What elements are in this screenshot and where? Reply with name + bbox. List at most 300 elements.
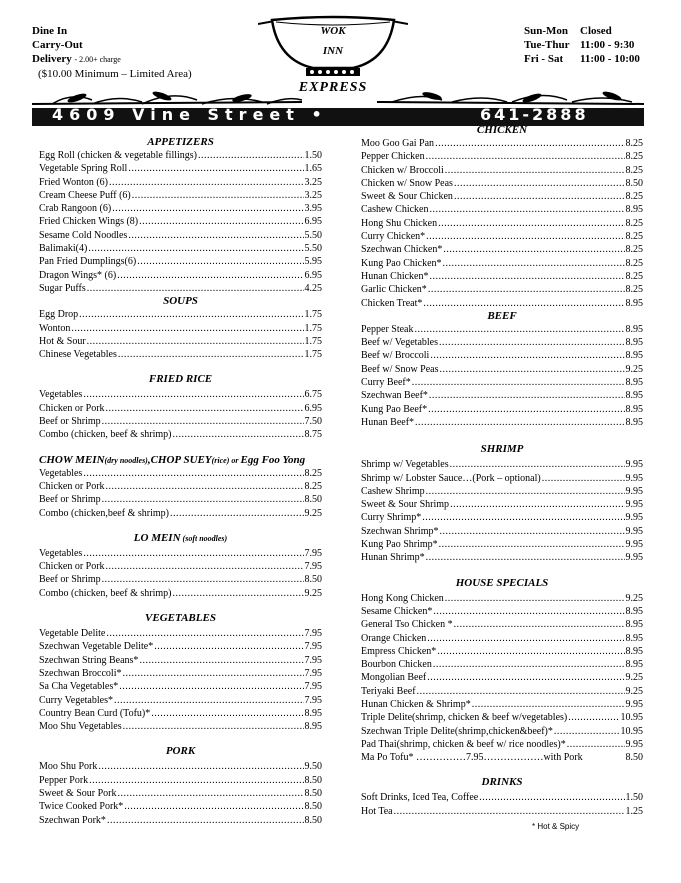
menu-item-price: 8.95	[625, 377, 643, 389]
menu-item-name: Beef or Shrimp	[39, 574, 101, 586]
menu-item-name: Egg Drop	[39, 309, 79, 321]
dot-leader	[394, 805, 625, 818]
menu-item-name: Chicken w/ Snow Peas	[361, 177, 453, 189]
menu-section	[361, 124, 643, 310]
dot-leader	[172, 587, 303, 600]
phone-number: 641-2888	[480, 105, 589, 124]
menu-item	[361, 698, 643, 711]
dot-leader	[109, 176, 303, 189]
menu-section	[39, 295, 322, 361]
menu-item-name: Sugar Puffs	[39, 282, 86, 294]
menu-column-right	[361, 124, 643, 818]
menu-item-price: 8.25	[625, 164, 643, 176]
menu-item-price: 8.25	[625, 231, 643, 243]
heading-part: LO MEIN	[133, 531, 181, 544]
menu-item-name: Curry Vegetables*	[39, 694, 113, 706]
menu-section	[361, 443, 643, 564]
menu-item-price: 3.25	[304, 176, 322, 188]
menu-item-price: 1.25	[625, 805, 643, 817]
delivery-line	[32, 52, 192, 67]
menu-column-left	[39, 136, 322, 827]
menu-item-price: 9.95	[625, 512, 643, 524]
menu-item-name: Chicken w/ Broccoli	[361, 164, 444, 176]
menu-item-price: 6.95	[304, 402, 322, 414]
menu-item-price: 9.25	[304, 507, 322, 519]
dot-leader	[433, 658, 625, 671]
menu-item-price: 8.95	[625, 403, 643, 415]
menu-item	[39, 800, 322, 813]
menu-item-name: Sweet & Sour Pork	[39, 787, 117, 799]
logo-text-bottom: INN	[322, 45, 344, 57]
logo-text-top: WOK	[320, 25, 346, 37]
menu-item	[39, 707, 322, 720]
menu-section	[361, 310, 643, 429]
menu-section	[39, 612, 322, 733]
menu-item-name: Pepper Chicken	[361, 151, 425, 163]
menu-item	[361, 498, 643, 511]
menu-item-price: 8.95	[625, 390, 643, 402]
menu-item	[39, 573, 322, 586]
menu-item-name: Sweet & Sour Chicken	[361, 191, 453, 203]
menu-item	[361, 525, 643, 538]
menu-item	[39, 507, 322, 520]
menu-item	[361, 605, 643, 618]
menu-section	[39, 454, 322, 520]
menu-item-name: Hot & Sour	[39, 335, 86, 347]
menu-item-name: Curry Chicken*	[361, 231, 426, 243]
dot-leader	[435, 137, 624, 150]
dot-leader	[114, 694, 304, 707]
menu-item-price: 6.75	[304, 389, 322, 401]
menu-item-price: 9.95	[625, 459, 643, 471]
menu-item-name: Szechwan Broccoli*	[39, 667, 122, 679]
dot-leader	[151, 707, 303, 720]
menu-item	[39, 787, 322, 800]
menu-item	[39, 560, 322, 573]
menu-item	[39, 654, 322, 667]
dot-leader	[417, 685, 625, 698]
hours-time: Closed	[580, 25, 612, 37]
dot-leader	[139, 654, 303, 667]
dot-leader	[83, 388, 303, 401]
dot-leader	[128, 162, 303, 175]
dot-leader	[443, 243, 624, 256]
heading-part: Egg Foo Yong	[240, 453, 306, 466]
item-list	[39, 627, 322, 733]
menu-item-price: 1.75	[304, 349, 322, 361]
hot-spicy-footnote: * Hot & Spicy	[532, 822, 580, 831]
dot-leader	[429, 389, 625, 402]
menu-item	[361, 230, 643, 243]
menu-item-price: 8.95	[625, 605, 643, 617]
menu-item-name: Hunan Beef*	[361, 416, 415, 428]
dot-leader	[170, 507, 304, 520]
service-dine-in: Dine In	[32, 25, 68, 37]
item-list	[361, 592, 643, 765]
menu-item-price: 6.95	[304, 269, 322, 281]
menu-item	[39, 415, 322, 428]
menu-item-name: Combo (chicken, beef & shrimp)	[39, 429, 172, 441]
menu-item-price: 8.95	[625, 204, 643, 216]
dot-leader	[443, 257, 625, 270]
menu-item	[361, 738, 643, 751]
menu-item-name: Chicken or Pork	[39, 480, 105, 492]
menu-item	[361, 711, 643, 724]
menu-item-name: Szechwan Shrimp*	[361, 525, 439, 537]
service-carry-out: Carry-Out	[32, 39, 83, 51]
menu-item	[361, 618, 643, 631]
dot-leader	[445, 592, 625, 605]
dot-leader	[472, 698, 625, 711]
menu-item-price: 9.95	[625, 539, 643, 551]
menu-item-name: Chicken or Pork	[39, 402, 105, 414]
menu-item-price: 7.95	[304, 694, 322, 706]
menu-item-name: Curry Shrimp*	[361, 512, 422, 524]
menu-item-name: Shrimp w/ Lobster Sauce…(Pork – optional)	[361, 472, 541, 484]
dot-leader	[119, 680, 303, 693]
menu-item	[39, 467, 322, 480]
menu-item-price: 8.50	[304, 801, 322, 813]
dot-leader	[437, 645, 624, 658]
menu-item-price: 4.25	[304, 282, 322, 294]
item-list	[39, 467, 322, 520]
menu-item-name: Wonton	[39, 322, 71, 334]
heading-sub: or	[229, 455, 241, 465]
dot-leader	[445, 164, 625, 177]
menu-item-name: Pepper Pork	[39, 774, 89, 786]
hours	[524, 24, 640, 66]
dot-leader	[172, 428, 303, 441]
heading-part: CHOW MEIN	[39, 453, 105, 466]
section-heading: APPETIZERS	[147, 136, 214, 148]
menu-item-price: 8.25	[625, 284, 643, 296]
delivery-charge: - 2.00+ charge	[74, 55, 121, 64]
menu-item-name: Cashew Chicken	[361, 204, 429, 216]
delivery-note: ($10.00 Minimum – Limited Area)	[38, 68, 192, 80]
menu-item-price: 7.95	[304, 681, 322, 693]
menu-item-name: Bourbon Chicken	[361, 659, 432, 671]
menu-item-price: 8.95	[625, 297, 643, 309]
menu-item-price: 5.50	[304, 243, 322, 255]
menu-item	[39, 229, 322, 242]
menu-item-price: 9.25	[625, 592, 643, 604]
menu-item-price: 8.25	[625, 217, 643, 229]
dot-leader	[426, 485, 625, 498]
hours-row	[524, 52, 640, 66]
menu-item	[361, 592, 643, 605]
dot-leader	[83, 467, 303, 480]
dot-leader	[118, 787, 304, 800]
menu-item-name: Kung Pao Beef*	[361, 403, 428, 415]
dot-leader	[102, 493, 304, 506]
menu-item-name: Szechwan Beef*	[361, 390, 428, 402]
menu-item-price: 3.95	[304, 203, 322, 215]
menu-item	[361, 177, 643, 190]
dot-leader	[132, 189, 304, 202]
dot-leader	[124, 800, 303, 813]
menu-item-price: 8.50	[304, 787, 322, 799]
menu-item-name: Combo (chicken,beef & shrimp)	[39, 507, 169, 519]
menu-item-price: 9.95	[625, 738, 643, 750]
dot-leader	[439, 336, 624, 349]
section-heading: VEGETABLES	[145, 612, 216, 625]
section-heading: CHICKEN	[476, 124, 528, 136]
dot-leader	[412, 376, 625, 389]
dot-leader	[415, 323, 625, 336]
menu-item-name: Hunan Chicken*	[361, 270, 429, 282]
hours-days: Tue-Thur	[524, 39, 570, 51]
heading-sub: (rice)	[211, 455, 230, 465]
dot-leader	[117, 269, 303, 282]
item-list	[39, 149, 322, 295]
menu-item-price: 8.95	[625, 619, 643, 631]
menu-item-name: Beef or Shrimp	[39, 494, 101, 506]
menu-item-name: Fried Chicken Wings (8)	[39, 216, 139, 228]
menu-item-price: 1.75	[304, 322, 322, 334]
menu-item-name: Beef w/ Broccoli	[361, 350, 430, 362]
menu-item-name: Hong Kong Chicken	[361, 592, 444, 604]
menu-item	[361, 685, 643, 698]
dot-leader	[198, 149, 303, 162]
menu-item	[39, 308, 322, 321]
menu-item-price: 1.65	[304, 163, 322, 175]
dot-leader	[112, 202, 303, 215]
dot-leader	[106, 627, 303, 640]
menu-item-price: 9.50	[304, 761, 322, 773]
menu-item-name: Empress Chicken*	[361, 645, 437, 657]
heading-sub: (dry noodles)	[104, 455, 148, 465]
dot-leader	[454, 177, 625, 190]
menu-item-price: 8.95	[625, 337, 643, 349]
menu-item-name: Kung Pao Chicken*	[361, 257, 442, 269]
menu-item	[361, 217, 643, 230]
menu-item-price: 5.50	[304, 229, 322, 241]
menu-item-name: Dragon Wings* (6)	[39, 269, 117, 281]
hours-days: Fri - Sat	[524, 53, 564, 65]
menu-item	[39, 348, 322, 361]
menu-item-name: Vegetables	[39, 547, 83, 559]
menu-item-name: Szechwan Vegetable Delite*	[39, 641, 154, 653]
dot-leader	[88, 242, 303, 255]
dot-leader	[98, 760, 303, 773]
menu-item	[361, 203, 643, 216]
section-heading: SOUPS	[163, 295, 198, 308]
menu-item-price: 8.50	[625, 752, 643, 764]
dot-leader	[139, 215, 303, 228]
menu-item	[39, 322, 322, 335]
dot-leader	[426, 150, 625, 163]
menu-item	[361, 243, 643, 256]
dot-leader	[106, 402, 304, 415]
dot-leader	[118, 348, 304, 361]
menu-item-price: 8.95	[304, 721, 322, 733]
menu-item-name: Chicken or Pork	[39, 561, 105, 573]
menu-item-name: Balimaki(4)	[39, 243, 88, 255]
dot-leader	[454, 190, 625, 203]
menu-item	[361, 472, 643, 485]
menu-item	[361, 658, 643, 671]
menu-item	[361, 671, 643, 684]
menu-item	[39, 149, 322, 162]
dot-leader	[440, 363, 625, 376]
menu-item	[39, 547, 322, 560]
menu-item	[361, 805, 643, 818]
menu-item-price: 8.95	[625, 416, 643, 428]
item-list	[361, 791, 643, 818]
menu-item-price: 8.25	[625, 244, 643, 256]
menu-item-name: Vegetable Delite	[39, 628, 106, 640]
menu-item	[361, 349, 643, 362]
menu-item	[39, 774, 322, 787]
menu-item	[39, 176, 322, 189]
menu-item	[361, 164, 643, 177]
menu-section	[39, 745, 322, 826]
dot-leader	[567, 738, 625, 751]
menu-item-price: 8.25	[625, 270, 643, 282]
section-heading: SHRIMP	[480, 443, 524, 456]
item-list	[39, 760, 322, 826]
menu-item-name: Soft Drinks, Iced Tea, Coffee	[361, 792, 479, 804]
menu-item	[361, 458, 643, 471]
menu-section	[361, 577, 643, 765]
menu-item-name: Ma Po Tofu* ……………7.95………………with Pork	[361, 752, 583, 764]
dot-leader	[123, 720, 304, 733]
menu-item-price: 7.95	[304, 654, 322, 666]
menu-item	[361, 485, 643, 498]
menu-item	[39, 587, 322, 600]
dot-leader	[106, 560, 304, 573]
delivery-label: Delivery	[32, 53, 72, 65]
menu-item-price: 7.95	[304, 628, 322, 640]
menu-item-name: Chinese Vegetables	[39, 349, 117, 361]
menu-item-name: Garlic Chicken*	[361, 284, 427, 296]
menu-item-price: 9.25	[625, 363, 643, 375]
menu-item-name: Beef or Shrimp	[39, 416, 101, 428]
hours-time: 11:00 - 9:30	[580, 39, 635, 51]
menu-item-name: Curry Beef*	[361, 377, 411, 389]
menu-item-price: 9.25	[625, 672, 643, 684]
dot-leader	[122, 667, 303, 680]
dot-leader	[430, 349, 624, 362]
menu-item-price: 8.50	[304, 814, 322, 826]
menu-item-price: 1.50	[304, 150, 322, 161]
menu-item-name: Hot Tea	[361, 805, 393, 817]
dot-leader	[83, 547, 303, 560]
menu-item-price: 9.25	[304, 587, 322, 599]
menu-item-price: 9.25	[625, 685, 643, 697]
dot-leader	[427, 632, 624, 645]
section-heading: DRINKS	[481, 776, 523, 789]
section-heading: BEEF	[487, 309, 517, 322]
menu-item-price: 8.50	[304, 574, 322, 586]
menu-item	[39, 627, 322, 640]
dot-leader	[430, 203, 625, 216]
menu-item-price: 5.95	[304, 256, 322, 268]
dot-leader	[102, 415, 304, 428]
menu-item	[39, 640, 322, 653]
menu-item	[39, 814, 322, 827]
address-text: 4609 Vine Street •	[52, 105, 328, 124]
menu-item-price: 8.95	[625, 350, 643, 362]
menu-item-price: 8.25	[625, 138, 643, 149]
menu-section	[39, 373, 322, 441]
menu-item-price: 9.95	[625, 472, 643, 484]
dot-leader	[454, 618, 625, 631]
dot-leader	[479, 791, 624, 804]
menu-item-name: Fried Wonton (6)	[39, 176, 109, 188]
menu-item	[361, 137, 643, 150]
menu-item-price: 9.95	[625, 525, 643, 537]
dot-leader	[433, 605, 624, 618]
menu-item-price: 7.95	[304, 667, 322, 679]
menu-item-name: Sesame Chicken*	[361, 605, 433, 617]
menu-item-name: Szechwan Triple Delite(shrimp,chicken&beef)*	[361, 725, 553, 737]
menu-item-name: Vegetable Spring Roll	[39, 163, 128, 175]
menu-item	[361, 791, 643, 804]
hours-days: Sun-Mon	[524, 25, 569, 37]
menu-item-name: Cream Cheese Puff (6)	[39, 189, 131, 201]
menu-item-name: Country Bean Curd (Tofu)*	[39, 707, 151, 719]
menu-item-price: 8.95	[625, 659, 643, 671]
dot-leader	[450, 498, 624, 511]
menu-item-price: 9.95	[625, 552, 643, 564]
dot-leader	[430, 270, 625, 283]
dot-leader	[427, 671, 624, 684]
item-list	[39, 308, 322, 361]
dot-leader	[422, 511, 624, 524]
hours-time: 11:00 - 10:00	[580, 53, 640, 65]
menu-item	[361, 632, 643, 645]
dot-leader	[438, 217, 624, 230]
dot-leader	[106, 480, 304, 493]
menu-item-name: Szechwan Chicken*	[361, 244, 443, 256]
menu-item-name: Chicken Treat*	[361, 297, 423, 309]
menu-item-price: 9.95	[625, 499, 643, 511]
menu-item-name: Moo Shu Vegetables	[39, 721, 122, 733]
menu-item-price: 8.50	[304, 494, 322, 506]
dot-leader	[154, 640, 303, 653]
menu-item-name: General Tso Chicken *	[361, 619, 453, 631]
menu-item-name: Sa Cha Vegetables*	[39, 681, 119, 693]
menu-item-price: 8.95	[304, 707, 322, 719]
section-heading: HOUSE SPECIALS	[455, 576, 549, 589]
menu-item-name: Egg Roll (chicken & vegetable fillings)	[39, 150, 198, 161]
dot-leader	[428, 283, 625, 296]
hours-row	[524, 38, 640, 52]
dot-leader	[89, 774, 303, 787]
menu-item-price: 8.50	[625, 177, 643, 189]
menu-item-name: Beef w/ Snow Peas	[361, 363, 439, 375]
menu-item-price: 8.25	[625, 191, 643, 203]
dot-leader	[554, 725, 620, 738]
dot-leader	[423, 297, 624, 310]
item-list	[361, 137, 643, 310]
menu-item-price: 10.95	[620, 712, 643, 724]
menu-item	[361, 645, 643, 658]
menu-item-name: Crab Rangoon (6)	[39, 203, 112, 215]
menu-item	[361, 403, 643, 416]
menu-item	[39, 269, 322, 282]
item-list	[361, 323, 643, 429]
menu-section	[39, 532, 322, 600]
menu-item-price: 6.95	[304, 216, 322, 228]
menu-item	[361, 190, 643, 203]
menu-item-name: Shrimp w/ Vegetables	[361, 459, 449, 471]
menu-item	[39, 667, 322, 680]
menu-item-name: Cashew Shrimp	[361, 485, 425, 497]
menu-item-name: Combo (chicken, beef & shrimp)	[39, 587, 172, 599]
menu-item-price: 1.75	[304, 335, 322, 347]
